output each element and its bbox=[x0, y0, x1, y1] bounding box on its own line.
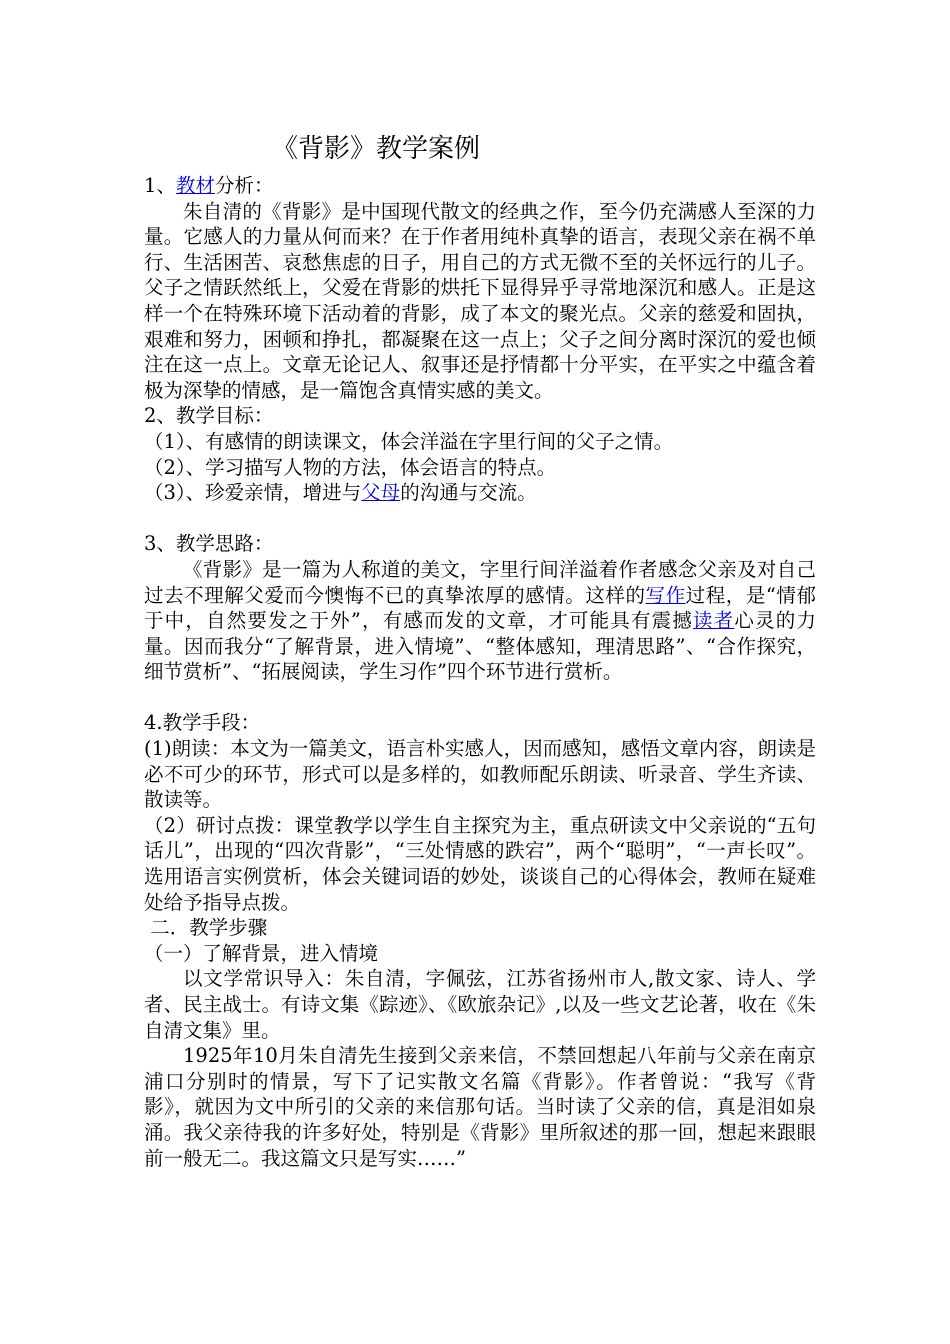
section-3-part-1: 《背影》是一篇为人称道的美文，字里行间洋溢着作者感念父亲及对自己过去不理解父爱而今懊悔不已的真挚浓厚的感情。这样的 bbox=[144, 557, 816, 607]
goal-3 bbox=[144, 480, 816, 506]
document-title: 《背影》教学案例 bbox=[272, 134, 481, 164]
section-5-paragraph-2: 1925年10月朱自清先生接到父亲来信，不禁回想起八年前与父亲在南京浦口分别时的情景，写下了记实散文名篇《背影》。作者曾说：“我写《背影》，就因为文中所引的父亲的来信那句话。当时读了父亲的信，真是泪如泉涌。我父亲待我的许多好处，特别是《背影》里所叙述的那一回，想起来跟眼前一般无二。我这篇文只是写实……” bbox=[144, 1044, 816, 1170]
section-3-part-3: 心灵的力量。因而我分“了解背景，进入情境”、“整体感知，理清思路”、“合作探究，细节赏析”、“拓展阅读，学生习作”四个环节进行赏析。 bbox=[144, 609, 816, 684]
section-1-heading bbox=[144, 173, 816, 199]
method-item-2: （2）研讨点拨：课堂教学以学生自主探究为主，重点研读文中父亲说的“五句话儿”，出现的“四次背影”，“三处情感的跌宕”，两个“聪明”，“一声长叹”。选用语言实例赏析，体会关键词语的妙处，谈谈自己的心得体会，教师在疑难处给予指导点拨。 bbox=[144, 813, 816, 914]
goal-2: （2）、学习描写人物的方法，体会语言的特点。 bbox=[144, 455, 557, 479]
textbook-link[interactable]: 教材 bbox=[175, 174, 215, 197]
goal-3-before: （3）、珍爱亲情，增进与 bbox=[144, 481, 362, 505]
section-5-paragraph-1: 以文学常识导入：朱自清，字佩弦，江苏省扬州市人,散文家、诗人、学者、民主战士。有诗文集《踪迹》、《欧旅杂记》,以及一些文艺论著，收在《朱自清文集》里。 bbox=[144, 967, 816, 1042]
section-3-paragraph bbox=[144, 557, 816, 685]
section-4-heading: 4.教学手段： bbox=[144, 711, 261, 735]
writing-link[interactable]: 写作 bbox=[645, 583, 686, 607]
section-2-heading: 2、教学目标： bbox=[144, 404, 274, 428]
document-body bbox=[144, 173, 816, 1171]
section-1-paragraph: 朱自清的《背影》是中国现代散文的经典之作，至今仍充满感人至深的力量。它感人的力量从何而来？在于作者用纯朴真挚的语言，表现父亲在祸不单行、生活困苦、哀愁焦虑的日子，用自己的方式无微不至的关怀远行的儿子。父子之情跃然纸上，父爱在背影的烘托下显得异乎寻常地深沉和感人。正是这样一个在特殊环境下活动着的背影，成了本文的聚光点。父亲的慈爱和固执，艰难和努力，困顿和挣扎，都凝聚在这一点上；父子之间分离时深沉的爱也倾注在这一点上。文章无论记人、叙事还是抒情都十分平实，在平实之中蕴含着极为深挚的情感，是一篇饱含真情实感的美文。 bbox=[144, 199, 816, 402]
section-1-prefix: 1、 bbox=[144, 174, 176, 197]
blank-line bbox=[144, 685, 816, 711]
section-3-part-2: 过程，是“情郁于中，自然要发之于外”，有感而发的文章，才可能具有震撼 bbox=[144, 583, 816, 633]
section-5-subheading: （一）了解背景，进入情境 bbox=[144, 941, 379, 965]
parents-link[interactable]: 父母 bbox=[361, 481, 401, 505]
blank-line bbox=[144, 506, 816, 532]
section-3-heading: 3、教学思路： bbox=[144, 532, 274, 556]
method-item-1: (1)朗读：本文为一篇美文，语言朴实感人，因而感知，感悟文章内容，朗读是必不可少的环节，形式可以是多样的，如教师配乐朗读、听录音、学生齐读、散读等。 bbox=[144, 737, 816, 812]
section-1-suffix: 分析： bbox=[214, 174, 274, 197]
goal-3-after: 的沟通与交流。 bbox=[400, 481, 537, 505]
reader-link[interactable]: 读者 bbox=[693, 609, 735, 633]
section-5-heading: 二．教学步骤 bbox=[144, 916, 268, 940]
goal-1: （1）、有感情的朗读课文，体会洋溢在字里行间的父子之情。 bbox=[144, 429, 674, 453]
